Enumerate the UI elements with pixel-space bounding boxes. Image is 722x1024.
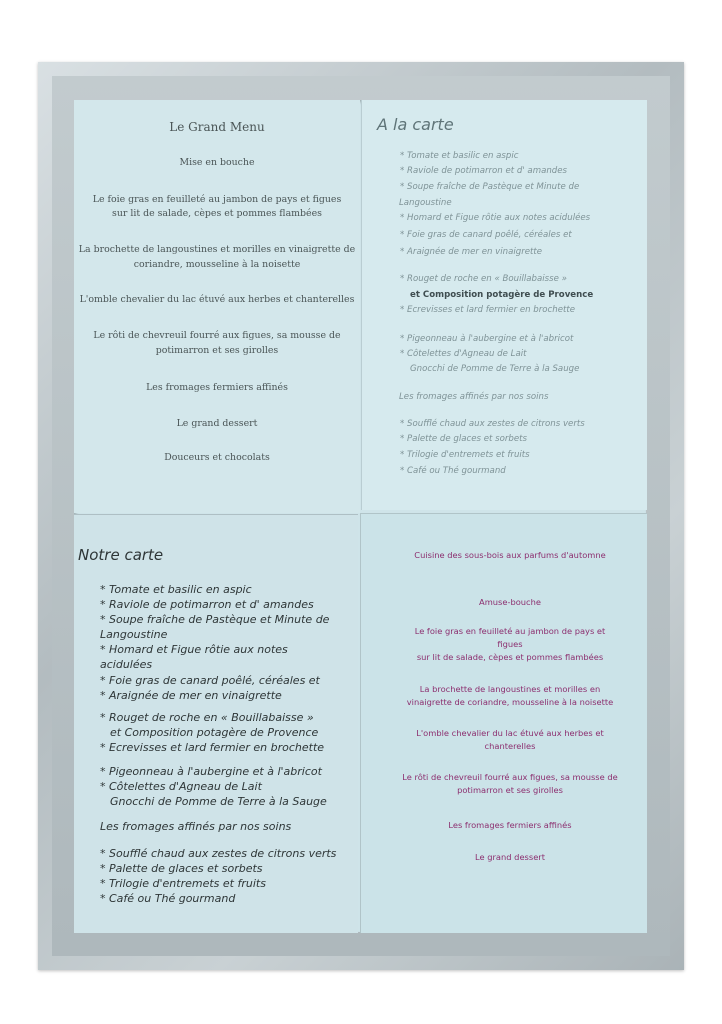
menu-line: * Côtelettes d'Agneau de Lait	[100, 780, 262, 793]
menu-line: * Homard et Figue rôtie aux notes	[100, 643, 288, 656]
menu-line: et Composition potagère de Provence	[410, 290, 594, 300]
menu-line: potimarron et ses girolles	[457, 785, 563, 795]
menu-line: * Soufflé chaud aux zestes de citrons verts	[400, 419, 585, 429]
menu-line: sur lit de salade, cèpes et pommes flambées	[416, 652, 604, 662]
menu-line: Le foie gras en feuilleté au jambon de pays et	[414, 626, 606, 636]
menu-line: Le rôti de chevreuil fourré aux figues, sa mousse de	[402, 772, 618, 782]
menu-line: Les fromages affinés par nos soins	[399, 392, 549, 402]
menu-line: * Homard et Figue rôtie aux notes acidulées	[400, 213, 591, 223]
menu-line: * Raviole de potimarron et d' amandes	[100, 598, 314, 611]
menu-line: vinaigrette de coriandre, mousseline à la noisette	[406, 697, 614, 707]
menu-line: Amuse-bouche	[479, 597, 541, 607]
menu-line: figues	[497, 639, 523, 649]
menu-line: Gnocchi de Pomme de Terre à la Sauge	[110, 795, 327, 808]
menu-line: * Soupe fraîche de Pastèque et Minute de	[400, 182, 580, 192]
automne-menu-panel	[360, 513, 647, 933]
menu-line: * Araignée de mer en vinaigrette	[400, 247, 543, 257]
menu-line: Cuisine des sous-bois aux parfums d'automne	[414, 550, 606, 560]
menu-line: * Araignée de mer en vinaigrette	[100, 689, 282, 702]
menu-line: * Tomate et basilic en aspic	[100, 583, 252, 596]
menu-line: * Rouget de roche en « Bouillabaisse »	[100, 711, 314, 724]
menu-line: chanterelles	[484, 741, 536, 751]
menu-line: * Foie gras de canard poêlé, céréales et	[400, 230, 572, 240]
menu-line: Langoustine	[100, 628, 168, 641]
menu-line: Le grand dessert	[475, 852, 545, 862]
menu-line: * Trilogie d'entremets et fruits	[100, 877, 266, 890]
menu-line: L'omble chevalier du lac étuvé aux herbes et chanterelles	[79, 294, 355, 305]
menu-line: Gnocchi de Pomme de Terre à la Sauge	[410, 364, 580, 374]
menu-line: * Côtelettes d'Agneau de Lait	[400, 349, 527, 359]
menu-line: La brochette de langoustines et morilles en	[419, 684, 601, 694]
menu-line: La brochette de langoustines et morilles en vinaigrette de	[78, 244, 356, 255]
menu-line: * Café ou Thé gourmand	[400, 466, 506, 476]
menu-line: Les fromages affinés par nos soins	[100, 820, 292, 833]
menu-line: Le foie gras en feuilleté au jambon de pays et figues	[92, 194, 342, 205]
menu-line: * Palette de glaces et sorbets	[100, 862, 263, 875]
menu-line: * Trilogie d'entremets et fruits	[400, 450, 530, 460]
menu-line: * Rouget de roche en « Bouillabaisse »	[400, 274, 567, 284]
menu-line: sur lit de salade, cèpes et pommes flambées	[112, 208, 322, 219]
menu-line: potimarron et ses girolles	[155, 345, 279, 356]
menu-line: * Foie gras de canard poêlé, céréales et	[100, 674, 320, 687]
menu-line: Langoustine	[399, 198, 452, 208]
menu-line: Les fromages fermiers affinés	[448, 820, 572, 830]
menu-line: Les fromages fermiers affinés	[146, 382, 288, 393]
menu-line: * Pigeonneau à l'aubergine et à l'abricot	[400, 334, 574, 344]
menu-line: et Composition potagère de Provence	[110, 726, 319, 739]
menu-line: L'omble chevalier du lac étuvé aux herbes et	[416, 728, 604, 738]
menu-line: Douceurs et chocolats	[164, 452, 270, 463]
menu-line: * Ecrevisses et lard fermier en brochette	[100, 741, 325, 754]
notre-carte-title: Notre carte	[78, 546, 164, 564]
menu-line: Le rôti de chevreuil fourré aux figues, sa mousse de	[93, 330, 341, 341]
menu-line: * Tomate et basilic en aspic	[400, 151, 519, 161]
menu-line: coriandre, mousseline à la noisette	[133, 259, 301, 270]
menu-line: * Soufflé chaud aux zestes de citrons verts	[100, 847, 337, 860]
menu-line: * Café ou Thé gourmand	[100, 892, 236, 905]
menu-line: Le grand dessert	[176, 418, 258, 429]
menu-line: acidulées	[100, 658, 153, 671]
menu-line: * Pigeonneau à l'aubergine et à l'abricot	[100, 765, 322, 778]
menu-line: * Palette de glaces et sorbets	[400, 434, 527, 444]
grand-menu-title: Le Grand Menu	[169, 120, 265, 134]
menu-line: * Ecrevisses et lard fermier en brochette	[400, 305, 576, 315]
menu-line: * Raviole de potimarron et d' amandes	[400, 166, 567, 176]
menu-line: * Soupe fraîche de Pastèque et Minute de	[100, 613, 330, 626]
a-la-carte-title: A la carte	[377, 115, 454, 134]
menu-line: Mise en bouche	[179, 157, 255, 168]
